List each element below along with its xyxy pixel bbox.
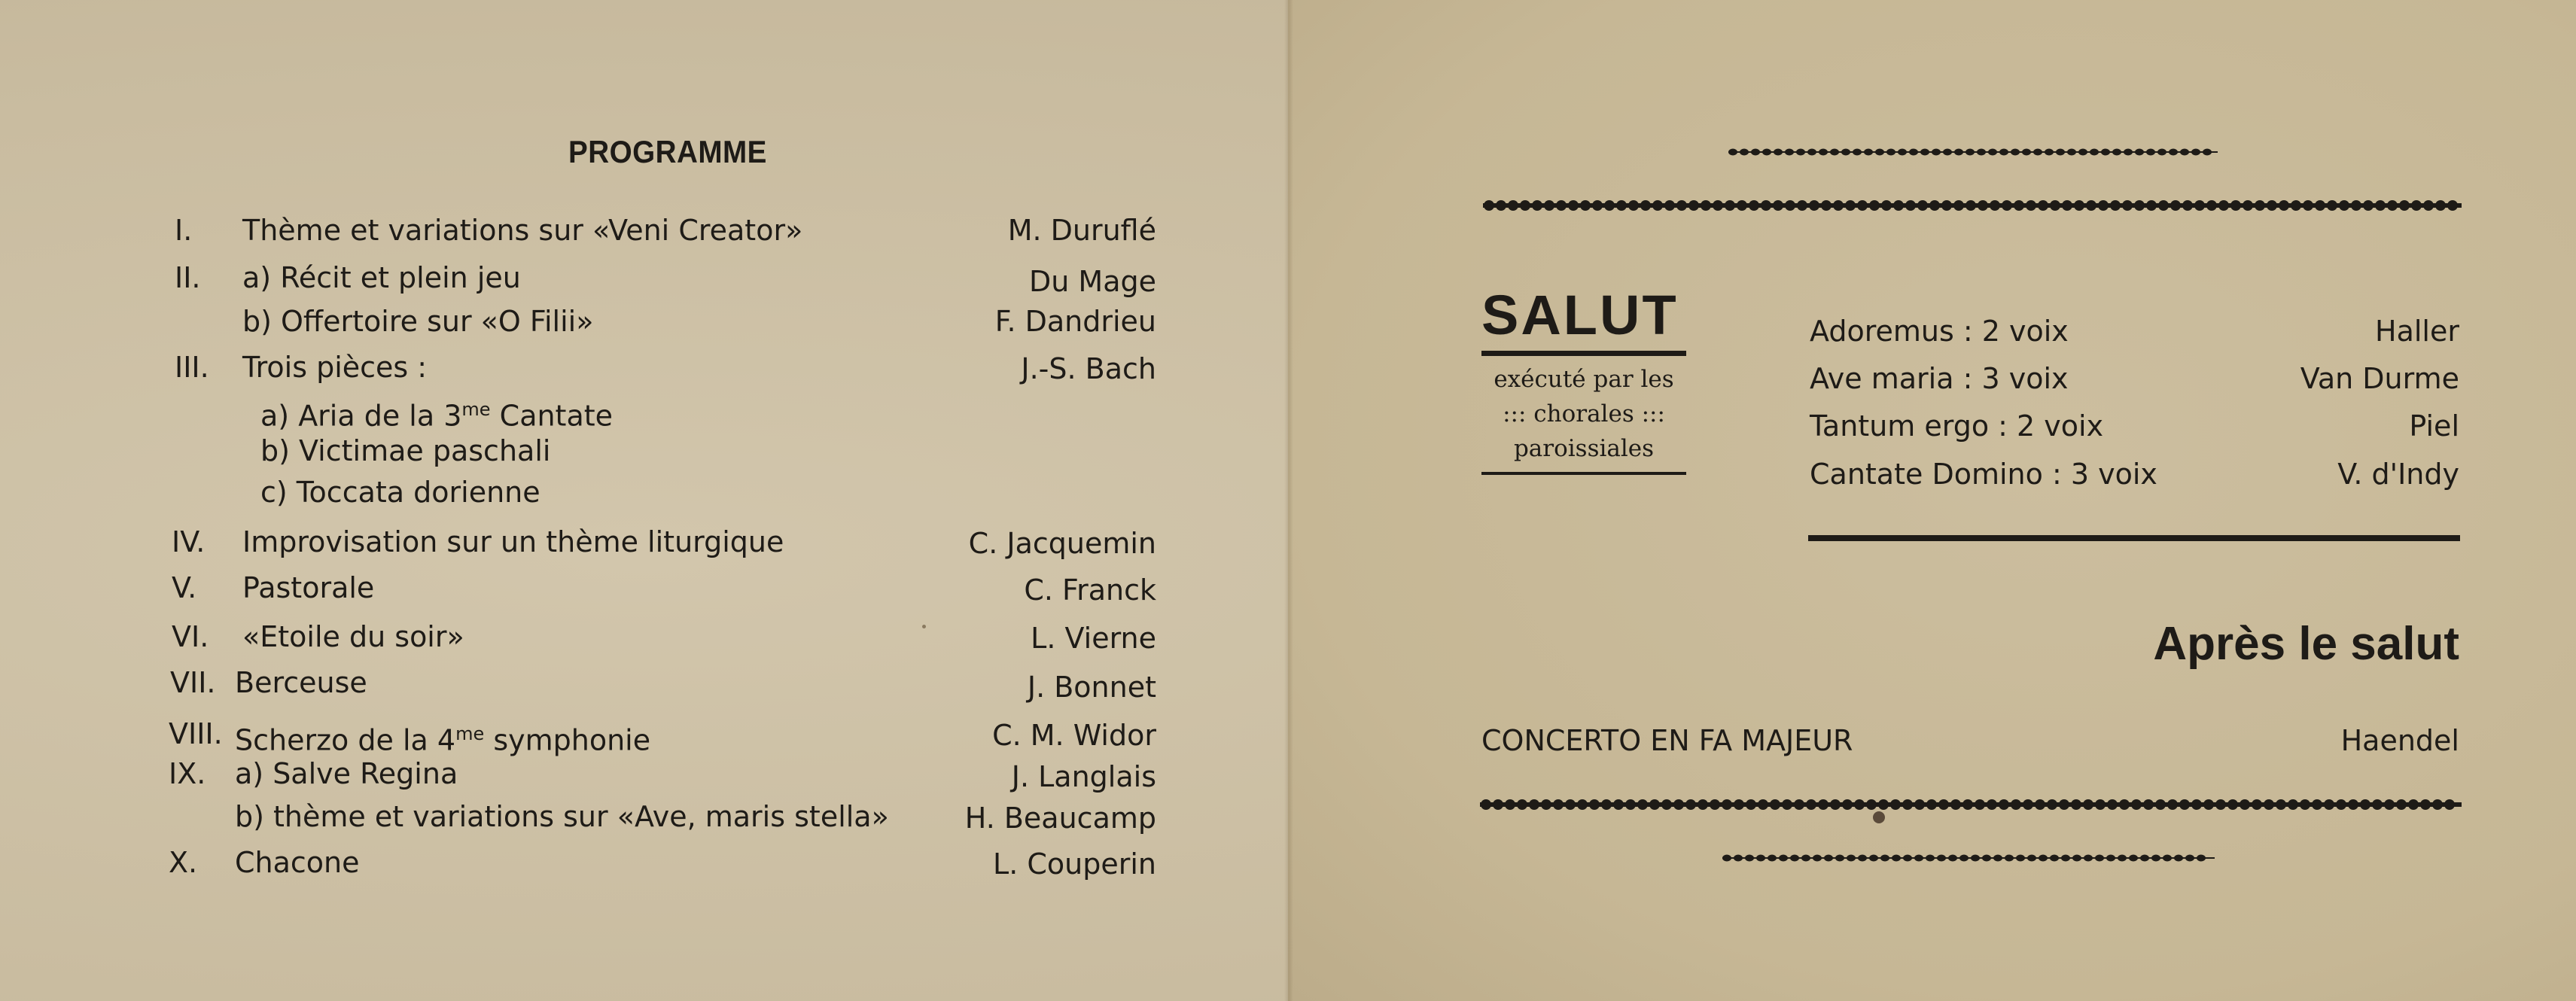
- item-composer: L. Couperin: [993, 847, 1156, 881]
- item-number: III.: [175, 351, 209, 384]
- item-title: Improvisation sur un thème liturgique: [242, 525, 784, 558]
- item-composer: C. M. Widor: [992, 719, 1156, 752]
- salut-piece: Tantum ergo : 2 voix: [1810, 409, 2104, 443]
- item-composer: H. Beaucamp: [964, 802, 1156, 835]
- paper-speck: [1873, 811, 1885, 823]
- item-composer: J.-S. Bach: [1021, 352, 1156, 385]
- item-composer: L. Vierne: [1031, 622, 1156, 655]
- salut-subtitle-line: paroissiales: [1513, 435, 1655, 462]
- item-composer: J. Langlais: [1011, 760, 1156, 793]
- item-composer: F. Dandrieu: [994, 305, 1156, 338]
- apres-title: Après le salut: [2153, 618, 2459, 670]
- item-title: «Etoile du soir»: [242, 620, 464, 653]
- salut-composer: V. d'Indy: [2337, 458, 2459, 491]
- salut-piece: Ave maria : 3 voix: [1810, 362, 2069, 395]
- item-number: V.: [172, 571, 197, 604]
- item-number: IV.: [172, 525, 206, 558]
- item-title: Thème et variations sur «Veni Creator»: [242, 214, 803, 247]
- salut-divider: [1808, 535, 2460, 541]
- item-title: b) Victimae paschali: [260, 434, 551, 467]
- salut-piece: Cantate Domino : 3 voix: [1810, 458, 2157, 491]
- item-title: a) Salve Regina: [235, 757, 458, 790]
- item-number: IX.: [169, 757, 206, 790]
- item-title: Pastorale: [242, 571, 375, 604]
- item-number: II.: [175, 261, 201, 294]
- scalloped-rule-top: [1483, 199, 2462, 212]
- item-title: Trois pièces :: [242, 351, 428, 384]
- paper-speck: [922, 625, 926, 628]
- page-fold: [1284, 0, 1293, 1001]
- item-number: VI.: [172, 620, 209, 653]
- salut-title: SALUT: [1481, 284, 1679, 346]
- apres-piece: CONCERTO EN FA MAJEUR: [1481, 724, 1853, 757]
- item-title: Chacone: [235, 846, 360, 879]
- item-composer: C. Franck: [1024, 574, 1156, 607]
- salut-composer: Van Durme: [2300, 362, 2459, 395]
- item-composer: Du Mage: [1029, 265, 1156, 298]
- scalloped-rule-bottom: [1480, 798, 2462, 811]
- top-beaded-ornament: [1728, 148, 2218, 157]
- item-title: b) Offertoire sur «O Filii»: [242, 305, 594, 338]
- salut-composer: Piel: [2409, 409, 2459, 443]
- salut-subtitle-line: exécuté par les: [1494, 366, 1674, 393]
- item-title: a) Récit et plein jeu: [242, 261, 521, 294]
- item-number: VII.: [170, 666, 216, 699]
- item-title: a) Aria de la $3^{me}$ Cantate: [260, 399, 614, 433]
- item-title: c) Toccata dorienne: [260, 476, 540, 509]
- salut-subtitle-line: ::: chorales :::: [1503, 400, 1665, 427]
- apres-composer: Haendel: [2340, 724, 2459, 757]
- item-composer: J. Bonnet: [1027, 671, 1156, 704]
- programme-title: PROGRAMME: [568, 134, 767, 169]
- item-title: b) thème et variations sur «Ave, maris stella»: [235, 800, 889, 833]
- salut-title-underline: [1481, 351, 1686, 356]
- item-title: Berceuse: [235, 666, 367, 699]
- bottom-beaded-ornament: [1722, 853, 2215, 863]
- item-title: Scherzo de la $4^{me}$ symphonie: [235, 723, 651, 757]
- item-composer: M. Duruflé: [1007, 214, 1156, 247]
- item-number: I.: [175, 214, 193, 247]
- salut-subtitle-underline: [1481, 472, 1686, 475]
- salut-piece: Adoremus : 2 voix: [1810, 315, 2069, 348]
- salut-composer: Haller: [2375, 315, 2459, 348]
- item-number: X.: [169, 846, 198, 879]
- item-composer: C. Jacquemin: [968, 527, 1156, 560]
- item-number: VIII.: [169, 717, 223, 750]
